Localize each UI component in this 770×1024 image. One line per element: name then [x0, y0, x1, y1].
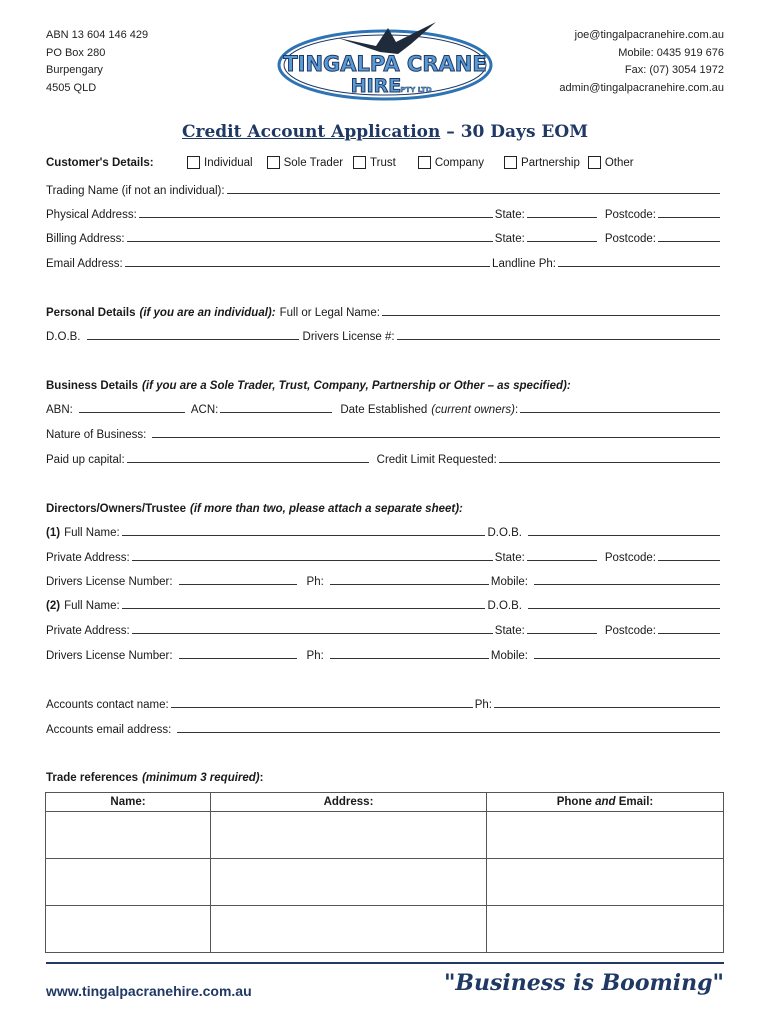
- accounts-contact-field[interactable]: [171, 707, 473, 708]
- date-established-field[interactable]: [520, 412, 720, 413]
- director2-mobile-field[interactable]: [534, 658, 720, 659]
- director1-license-field[interactable]: [179, 584, 297, 585]
- email-address-row: Email Address: Landline Ph:: [46, 254, 722, 270]
- individual-checkbox[interactable]: [187, 156, 200, 169]
- physical-address-field[interactable]: [139, 217, 493, 218]
- slogan-text: "Business is Booming": [443, 970, 724, 996]
- fax-text: Fax: (07) 3054 1972: [624, 64, 724, 76]
- director1-license-row: Drivers License Number: Ph: Mobile:: [46, 572, 722, 588]
- company-details: [46, 27, 148, 97]
- director1-dob-field[interactable]: [528, 535, 720, 536]
- director2-license-row: Drivers License Number: Ph: Mobile:: [46, 646, 722, 662]
- director1-name-row: (1) Full Name: D.O.B.: [46, 523, 722, 539]
- trade-refs-heading-row: Trade references (minimum 3 required) :: [46, 772, 264, 784]
- form-title: Credit Account Application – 30 Days EOM: [181, 122, 589, 142]
- director2-license-field[interactable]: [179, 658, 297, 659]
- landline-field[interactable]: [558, 266, 720, 267]
- director2-address-row: Private Address: State: Postcode:: [46, 621, 722, 637]
- directors-heading-row: Directors/Owners/Trustee (if more than two, please attach a separate sheet):: [46, 503, 463, 515]
- table-header-row: [46, 793, 724, 812]
- abn-acn-row: ABN: ACN: Date Established (current owners) :: [46, 400, 722, 416]
- email-address-field[interactable]: [125, 266, 490, 267]
- director1-address-field[interactable]: [132, 560, 493, 561]
- customer-details-label: Customer's Details:: [46, 156, 154, 169]
- accounts-email-row: Accounts email address:: [46, 720, 722, 736]
- ref2-name-cell[interactable]: [46, 859, 211, 906]
- col-address-header: Address:: [211, 793, 487, 812]
- suburb-text: Burpengary: [46, 64, 103, 76]
- director1-name-field[interactable]: [122, 535, 486, 536]
- trading-name-row: Trading Name (if not an individual):: [46, 181, 722, 197]
- other-checkbox[interactable]: [588, 156, 601, 169]
- company-checkbox[interactable]: [418, 156, 431, 169]
- ref2-contact-cell[interactable]: [487, 859, 724, 906]
- col-phone-email-header: Phone and Email:: [487, 793, 724, 812]
- accounts-email-field[interactable]: [177, 732, 720, 733]
- nature-of-business-field[interactable]: [152, 437, 720, 438]
- personal-dob-field[interactable]: [87, 339, 299, 340]
- mobile-text: Mobile: 0435 919 676: [618, 46, 724, 59]
- trade-refs-heading: Trade references: [46, 772, 139, 784]
- ref1-address-cell[interactable]: [211, 812, 487, 859]
- svg-text:HIRE: HIRE: [350, 75, 402, 97]
- personal-name-row: Personal Details (if you are an individual): Full or Legal Name:: [46, 303, 722, 319]
- email-joe-text: joe@tingalpacranehire.com.au: [574, 29, 724, 41]
- business-details-heading: Business Details: [46, 380, 139, 392]
- director1-state-field[interactable]: [527, 560, 597, 561]
- physical-address-row: Physical Address: State: Postcode:: [46, 205, 722, 221]
- director1-ph-field[interactable]: [330, 584, 489, 585]
- po-box-text: PO Box 280: [46, 46, 106, 59]
- personal-dob-row: D.O.B. Drivers License #:: [46, 327, 722, 343]
- ref1-contact-cell[interactable]: [487, 812, 724, 859]
- email-admin-text: admin@tingalpacranehire.com.au: [559, 81, 724, 94]
- eagle-icon: [338, 22, 436, 54]
- contact-details: [559, 27, 724, 97]
- ref1-name-cell[interactable]: [46, 812, 211, 859]
- ref3-contact-cell[interactable]: [487, 906, 724, 953]
- abn-text: ABN 13 604 146 429: [46, 29, 149, 41]
- director1-postcode-field[interactable]: [658, 560, 720, 561]
- sole-trader-checkbox[interactable]: [267, 156, 280, 169]
- nature-row: Nature of Business:: [46, 425, 722, 441]
- business-heading-row: Business Details (if you are a Sole Trader, Trust, Company, Partnership or Other – as specified):: [46, 380, 571, 392]
- customer-type-row: Customer's Details: Individual Sole Trader Trust Company Partnership Other: [46, 156, 634, 169]
- billing-state-field[interactable]: [527, 241, 597, 242]
- trust-checkbox[interactable]: [353, 156, 366, 169]
- director1-mobile-field[interactable]: [534, 584, 720, 585]
- postcode-state-text: 4505 QLD: [46, 81, 97, 94]
- personal-details-heading: Personal Details: [46, 307, 136, 319]
- col-name-header: Name:: [46, 793, 211, 812]
- ref3-name-cell[interactable]: [46, 906, 211, 953]
- billing-address-field[interactable]: [127, 241, 493, 242]
- capital-row: Paid up capital: Credit Limit Requested:: [46, 450, 722, 466]
- partnership-checkbox[interactable]: [504, 156, 517, 169]
- svg-text:PTY LTD: PTY LTD: [400, 86, 432, 94]
- director2-name-field[interactable]: [122, 608, 486, 609]
- paid-up-capital-field[interactable]: [127, 462, 369, 463]
- abn-field[interactable]: [79, 412, 185, 413]
- acn-field[interactable]: [220, 412, 332, 413]
- table-row: [46, 812, 724, 859]
- trade-references-table: [45, 792, 724, 953]
- footer-divider: [46, 962, 724, 964]
- legal-name-field[interactable]: [382, 315, 720, 316]
- physical-state-field[interactable]: [527, 217, 597, 218]
- director2-ph-field[interactable]: [330, 658, 489, 659]
- table-row: [46, 859, 724, 906]
- ref3-address-cell[interactable]: [211, 906, 487, 953]
- trading-name-field[interactable]: [227, 193, 720, 194]
- accounts-ph-field[interactable]: [494, 707, 720, 708]
- director2-name-row: (2) Full Name: D.O.B.: [46, 596, 722, 612]
- ref2-address-cell[interactable]: [211, 859, 487, 906]
- website-link[interactable]: www.tingalpacranehire.com.au: [46, 983, 252, 999]
- svg-text:TINGALPA CRANE: TINGALPA CRANE: [283, 52, 487, 76]
- personal-license-field[interactable]: [397, 339, 720, 340]
- director2-state-field[interactable]: [527, 633, 597, 634]
- director2-dob-field[interactable]: [528, 608, 720, 609]
- credit-limit-field[interactable]: [499, 462, 720, 463]
- company-logo: [276, 20, 494, 102]
- accounts-contact-row: Accounts contact name: Ph:: [46, 695, 722, 711]
- billing-postcode-field[interactable]: [658, 241, 720, 242]
- director2-address-field[interactable]: [132, 633, 493, 634]
- director1-address-row: Private Address: State: Postcode:: [46, 548, 722, 564]
- director2-postcode-field[interactable]: [658, 633, 720, 634]
- table-row: [46, 906, 724, 953]
- billing-address-row: Billing Address: State: Postcode:: [46, 229, 722, 245]
- physical-postcode-field[interactable]: [658, 217, 720, 218]
- directors-heading: Directors/Owners/Trustee: [46, 503, 186, 515]
